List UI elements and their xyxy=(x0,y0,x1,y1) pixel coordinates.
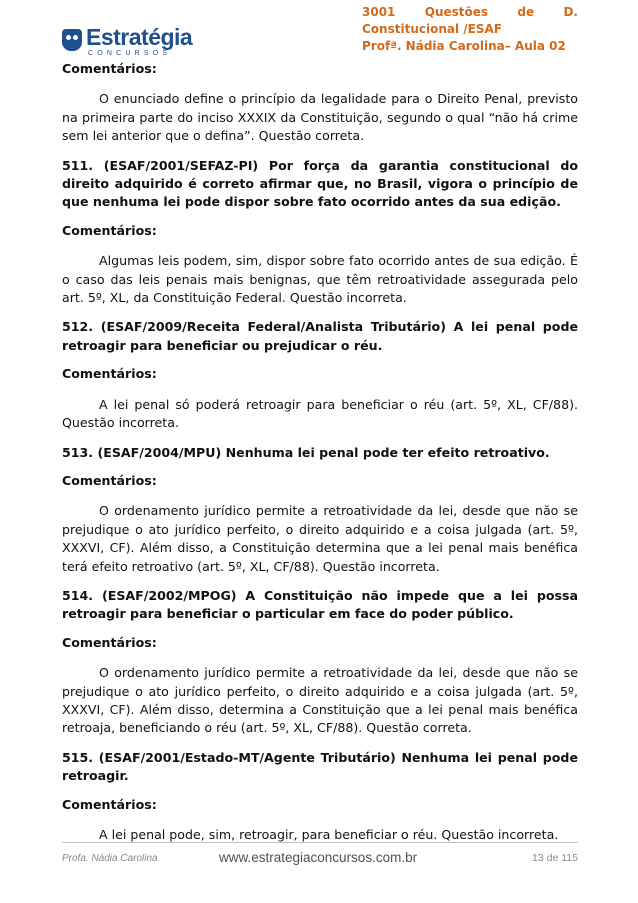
page-separator: de xyxy=(546,852,559,864)
course-info xyxy=(362,4,578,55)
course-line-2: Constitucional /ESAF xyxy=(362,22,502,36)
course-line-1 xyxy=(362,4,578,21)
comment-label: Comentários: xyxy=(62,222,157,238)
logo-brand-sub: CONCURSOS xyxy=(88,50,172,57)
footer-site-link[interactable]: www.estrategiaconcursos.com.br xyxy=(219,850,418,865)
question-513: 513. (ESAF/2004/MPU) Nenhuma lei penal pode ter efeito retroativo. xyxy=(62,444,550,460)
comment-label: Comentários: xyxy=(62,61,157,76)
comment-label: Comentários: xyxy=(62,634,157,650)
owl-logo-icon xyxy=(62,29,82,51)
comment-text: Algumas leis podem, sim, dispor sobre fato ocorrido antes de sua edição. É o caso das leis penais mais benignas, que têm retroatividade assegurada pelo art. 5º, XL, da Constituição Federal. Questão incorreta. xyxy=(62,253,578,306)
logo-brand-name: Estratégia xyxy=(86,24,193,50)
course-line-3: Profª. Nádia Carolina– Aula 02 xyxy=(362,39,566,53)
course-word-de: de xyxy=(517,5,535,19)
comment-label: Comentários: xyxy=(62,366,157,382)
comment-text: O ordenamento jurídico permite a retroatividade da lei, desde que não se prejudique o ato jurídico perfeito, o direito adquirido e a coisa julgada (art. 5º, XXXVI, CF). Além disso, a Constituição determina que a lei penal mais benéfica terá efeito retroativo (art. 5º, XL, CF/88). Questão incorreta. xyxy=(62,503,578,574)
course-number: 3001 xyxy=(362,5,396,19)
comment-text: A lei penal pode, sim, retroagir, para beneficiar o réu. Questão incorreta. xyxy=(99,827,559,842)
course-word-d: D. xyxy=(563,5,578,19)
page-number xyxy=(532,852,578,864)
estrategia-logo xyxy=(62,26,222,60)
question-514: 514. (ESAF/2002/MPOG) A Constituição não impede que a lei possa retroagir para beneficiar o particular em face do poder público. xyxy=(62,587,578,622)
page-current: 13 xyxy=(532,852,544,864)
comment-text: A lei penal só poderá retroagir para beneficiar o réu (art. 5º, XL, CF/88). Questão incorreta. xyxy=(62,396,578,431)
page-total: 115 xyxy=(561,852,578,864)
course-word-questoes: Questões xyxy=(424,5,489,19)
comment-text: O ordenamento jurídico permite a retroatividade da lei, desde que não se prejudique o ato jurídico perfeito, o direito adquirido e a coisa julgada (art. 5º, XXXVI, CF). Além disso, determina a Constituição que a lei penal mais benéfica retroaja, beneficiando o réu (art. 5º, XL, CF/88). Questão correta. xyxy=(62,665,578,736)
comment-label: Comentários: xyxy=(62,472,157,488)
page-footer xyxy=(62,842,578,873)
question-515: 515. (ESAF/2001/Estado-MT/Agente Tributário) Nenhuma lei penal pode retroagir. xyxy=(62,749,578,784)
question-512: 512. (ESAF/2009/Receita Federal/Analista Tributário) A lei penal pode retroagir para beneficiar ou prejudicar o réu. xyxy=(62,319,578,353)
comment-label: Comentários: xyxy=(62,796,157,812)
comment-text: O enunciado define o princípio da legalidade para o Direito Penal, previsto na primeira parte do inciso XXXIX da Constituição, segundo o qual “não há crime sem lei anterior que o defina”. Questão correta. xyxy=(62,91,578,144)
page-content xyxy=(62,60,578,855)
question-511: 511. (ESAF/2001/SEFAZ-PI) Por força da garantia constitucional do direito adquirido é correto afirmar que, no Brasil, vigora o princípio de que nenhuma lei pode dispor sobre fato ocorrido antes da sua edição. xyxy=(62,157,578,210)
footer-author: Profa. Nádia Carolina xyxy=(62,853,158,864)
page-header xyxy=(0,0,638,60)
